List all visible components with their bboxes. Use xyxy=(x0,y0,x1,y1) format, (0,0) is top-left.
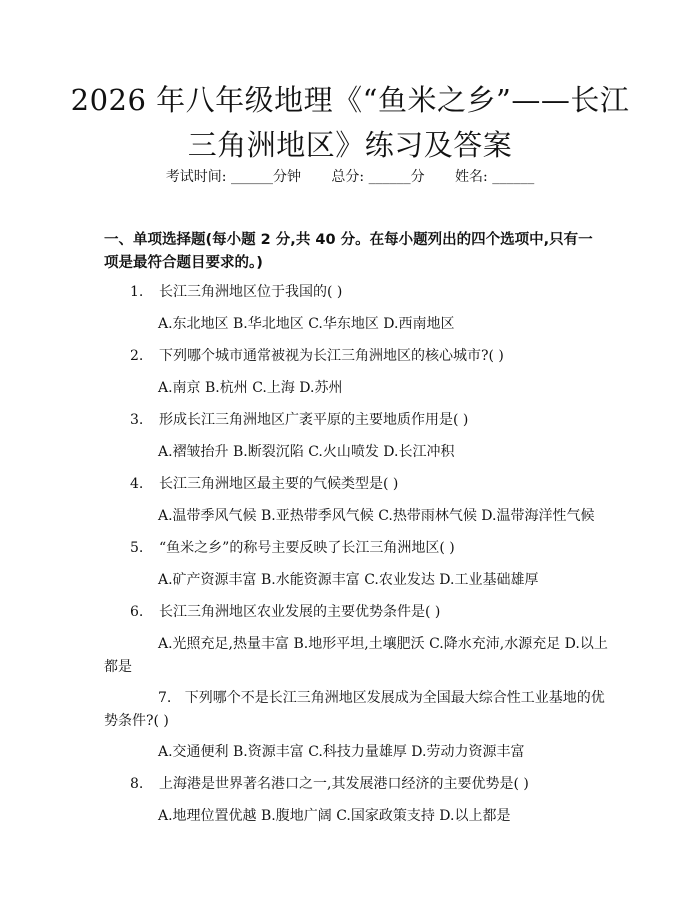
score-blank[interactable]: ______ xyxy=(368,169,411,185)
question-number: 1. xyxy=(130,284,144,300)
question-3-options: A.褶皱抬升 B.断裂沉陷 C.火山喷发 D.长江冲积 xyxy=(158,444,455,460)
question-4-options: A.温带季风气候 B.亚热带季风气候 C.热带雨林气候 D.温带海洋性气候 xyxy=(158,508,595,524)
question-number: 5. xyxy=(130,540,144,556)
question-number: 3. xyxy=(130,412,144,428)
total-score: 总分: ______分 xyxy=(331,169,425,185)
question-number: 8. xyxy=(130,776,144,792)
question-text: 长江三角洲地区最主要的气候类型是( ) xyxy=(159,476,399,492)
exam-time: 考试时间: ______分钟 xyxy=(165,169,301,185)
question-6-options: A.光照充足,热量丰富 B.地形平坦,土壤肥沃 C.降水充沛,水源充足 D.以上都是 xyxy=(104,636,608,675)
question-text: 长江三角洲地区位于我国的( ) xyxy=(159,284,343,300)
question-text: 上海港是世界著名港口之一,其发展港口经济的主要优势是( ) xyxy=(159,776,529,792)
question-8-options: A.地理位置优越 B.腹地广阔 C.国家政策支持 D.以上都是 xyxy=(158,808,511,824)
question-number: 2. xyxy=(130,348,144,364)
question-7 xyxy=(104,687,608,733)
name-blank[interactable]: ______ xyxy=(492,169,535,185)
time-blank[interactable]: ______ xyxy=(230,169,273,185)
section-heading: 一、单项选择题(每小题 2 分,共 40 分。在每小题列出的四个选项中,只有一项是最符合题目要求的。) xyxy=(104,232,593,271)
title-line-2: 三角洲地区》练习及答案 xyxy=(187,128,513,162)
title-line-1: 2026 年八年级地理《“鱼米之乡”——长江 xyxy=(70,83,630,117)
question-5-options: A.矿产资源丰富 B.水能资源丰富 C.农业发达 D.工业基础雄厚 xyxy=(158,572,539,588)
question-1-options: A.东北地区 B.华北地区 C.华东地区 D.西南地区 xyxy=(158,316,455,332)
student-name: 姓名: ______ xyxy=(455,169,535,185)
question-2-options: A.南京 B.杭州 C.上海 D.苏州 xyxy=(158,380,343,396)
question-number: 7. xyxy=(158,690,172,706)
question-7-options: A.交通便利 B.资源丰富 C.科技力量雄厚 D.劳动力资源丰富 xyxy=(158,744,525,760)
question-text: “鱼米之乡”的称号主要反映了长江三角洲地区( ) xyxy=(159,540,455,556)
exam-info-line xyxy=(0,167,700,187)
question-number: 6. xyxy=(130,604,144,620)
question-text: 长江三角洲地区农业发展的主要优势条件是( ) xyxy=(159,604,441,620)
question-text: 下列哪个城市通常被视为长江三角洲地区的核心城市?( ) xyxy=(159,348,504,364)
question-number: 4. xyxy=(130,476,144,492)
question-text: 下列哪个不是长江三角洲地区发展成为全国最大综合性工业基地的优势条件?( ) xyxy=(104,690,605,729)
document-title xyxy=(70,78,630,168)
question-text: 形成长江三角洲地区广袤平原的主要地质作用是( ) xyxy=(159,412,469,428)
